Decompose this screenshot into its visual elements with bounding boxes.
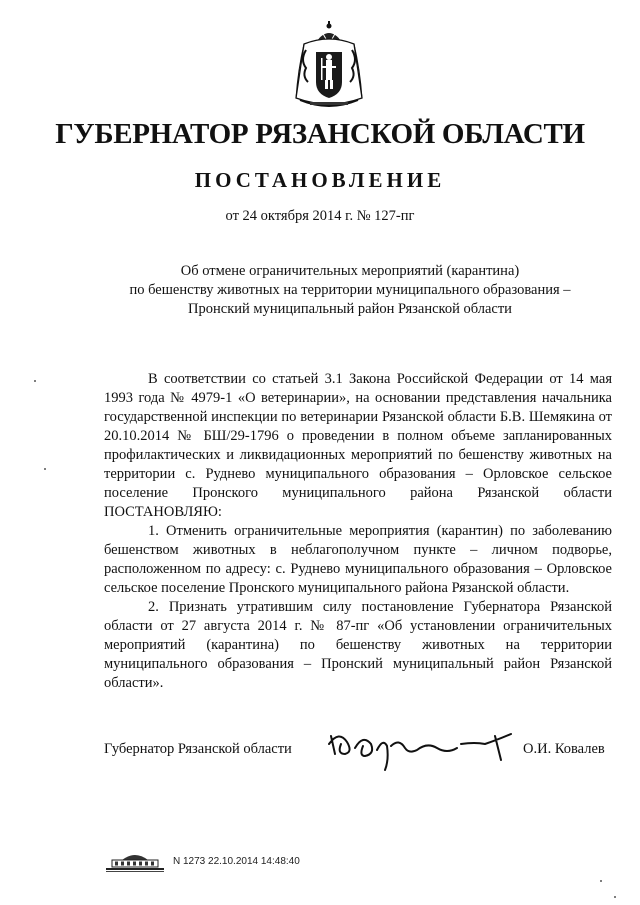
document-type: ПОСТАНОВЛЕНИЕ [194, 168, 446, 192]
document-subject [100, 262, 600, 319]
scan-speck [44, 468, 46, 470]
handwritten-signature-icon [325, 720, 515, 772]
body-paragraph: 2. Признать утратившим силу постановление Губернатора Рязанской области от 27 августа 2014 г. № 87-пг «Об установлении ограничительных мероприятий (карантина) по бешенству животных на территории муниципального образования – Пронский муниципальный район Рязанской области». [104, 599, 612, 691]
subject-line: по бешенству животных на территории муниципального образования – [129, 282, 571, 298]
document-date-number: от 24 октября 2014 г. № 127-пг [225, 208, 415, 224]
scan-speck [600, 880, 602, 882]
ryazan-coat-of-arms-icon [286, 20, 372, 116]
signer-title: Губернатор Рязанской области [104, 741, 292, 757]
scan-speck [614, 896, 616, 898]
authority-title: ГУБЕРНАТОР РЯЗАНСКОЙ ОБЛАСТИ [55, 118, 585, 150]
document-body [104, 370, 612, 693]
registry-building-icon [104, 852, 166, 874]
subject-line: Об отмене ограничительных мероприятий (карантина) [180, 263, 520, 279]
scan-speck [34, 380, 36, 382]
signer-name: О.И. Ковалев [523, 741, 605, 757]
body-paragraph: В соответствии со статьей 3.1 Закона Российской Федерации от 14 мая 1993 года № 4979-1 «О ветеринарии», на основании представления начальника государственной инспекции по ветеринарии Рязанской области Б.В. Шемякина от 20.10.2014 № БШ/29-1796 о проведении в полном объеме запланированных профилактических и ликвидационных мероприятий по бешенству животных на территории с. Руднево муниципального образования – Орловское сельское поселение Пронского муниципального района Рязанской области ПОСТАНОВЛЯЮ: [104, 371, 612, 520]
subject-line: Пронский муниципальный район Рязанской области [188, 301, 512, 317]
registration-stamp: N 1273 22.10.2014 14:48:40 [173, 856, 300, 867]
body-paragraph: 1. Отменить ограничительные мероприятия (карантин) по заболеванию бешенством животных в неблагополучном пункте – личном подворье, расположенном по адресу: с. Руднево муниципального образования – Орловское сельское поселение Пронского муниципального района Рязанской области. [104, 523, 612, 596]
